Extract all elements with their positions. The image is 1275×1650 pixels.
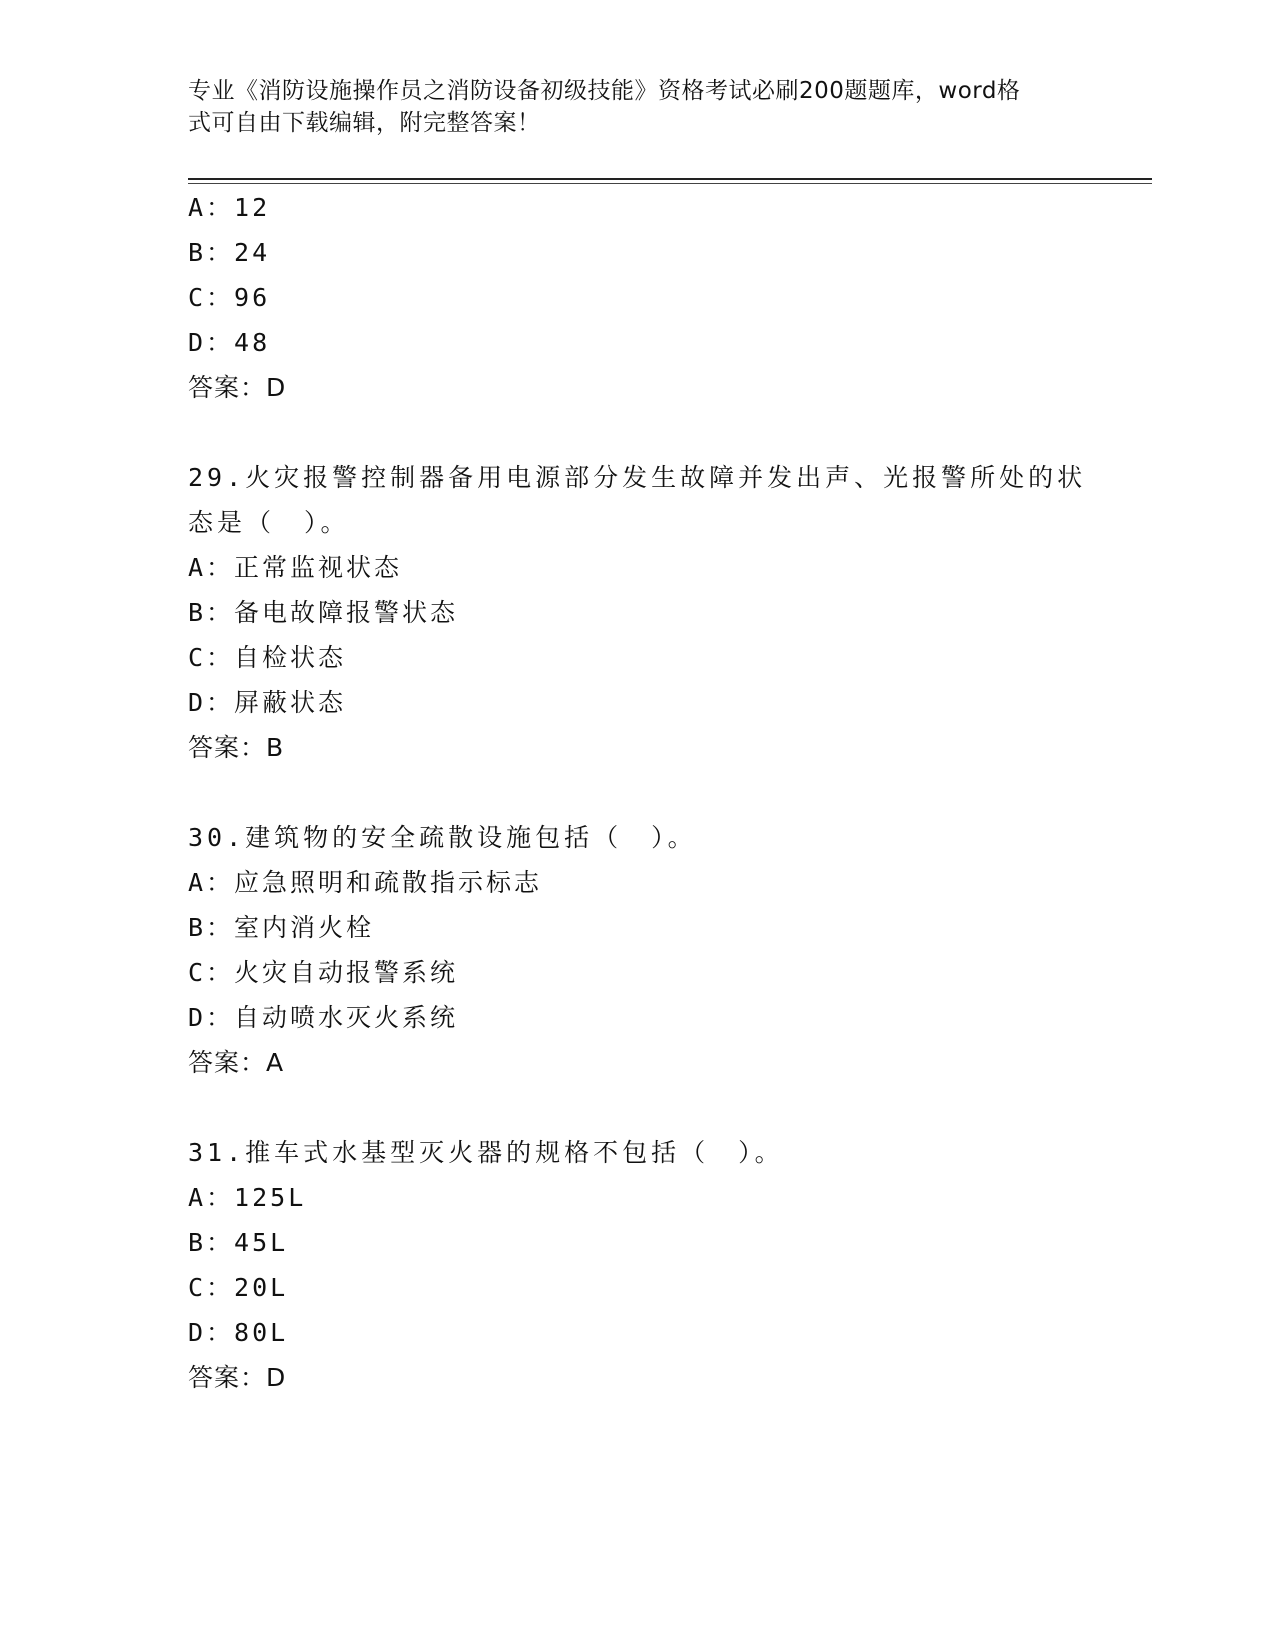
header-line-1: 专业《消防设施操作员之消防设备初级技能》资格考试必刷200题题库，word格 <box>188 78 1021 104</box>
answer-label: 答案：B <box>188 733 285 762</box>
option-c: C：自检状态 <box>188 643 347 672</box>
option-b: B：室内消火栓 <box>188 913 375 942</box>
option-a: A：正常监视状态 <box>188 553 403 582</box>
option-b: B：45L <box>188 1228 289 1257</box>
option-b: B：备电故障报警状态 <box>188 598 459 627</box>
option-b: B：24 <box>188 238 271 267</box>
option-d: D：80L <box>188 1318 289 1347</box>
option-d: D：48 <box>188 328 271 357</box>
answer-label: 答案：A <box>188 1048 285 1077</box>
question-title-continued: 态是（ ）。 <box>188 508 350 537</box>
question-title: 29.火灾报警控制器备用电源部分发生故障并发出声、光报警所处的状 <box>188 463 1087 492</box>
question-title: 30.建筑物的安全疏散设施包括（ ）。 <box>188 823 697 852</box>
option-a: A：125L <box>188 1183 307 1212</box>
option-d: D：屏蔽状态 <box>188 688 347 717</box>
option-d: D：自动喷水灭火系统 <box>188 1003 459 1032</box>
header-divider-thin <box>188 183 1152 184</box>
option-a: A：应急照明和疏散指示标志 <box>188 868 543 897</box>
answer-label: 答案：D <box>188 1363 287 1392</box>
document-header <box>188 75 1068 139</box>
answer-label: 答案：D <box>188 373 287 402</box>
option-c: C：96 <box>188 283 271 312</box>
option-c: C：火灾自动报警系统 <box>188 958 459 987</box>
question-title: 31.推车式水基型灭火器的规格不包括（ ）。 <box>188 1138 784 1167</box>
option-c: C：20L <box>188 1273 289 1302</box>
header-line-2: 式可自由下载编辑，附完整答案！ <box>188 110 541 136</box>
option-a: A：12 <box>188 193 271 222</box>
header-divider <box>188 178 1152 180</box>
